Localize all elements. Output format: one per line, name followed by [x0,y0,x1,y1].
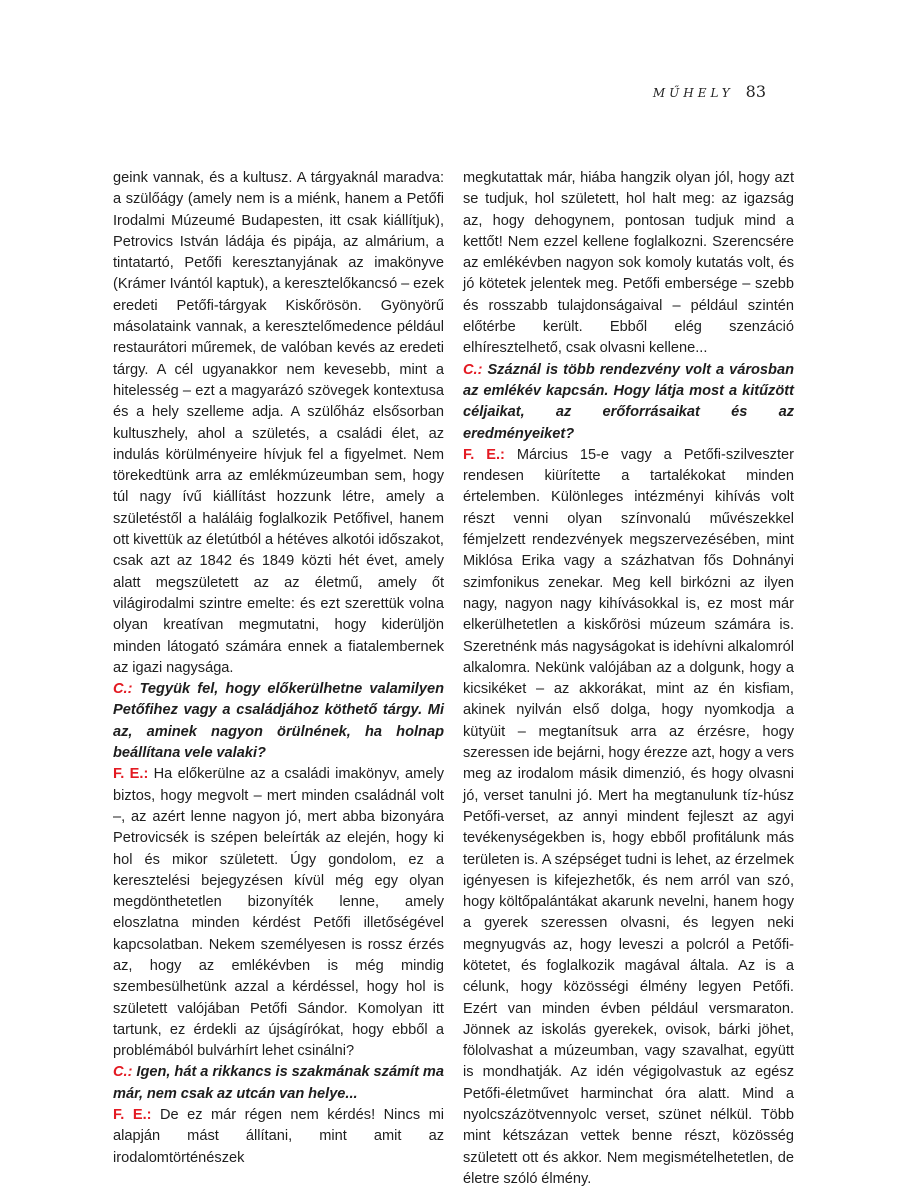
body-paragraph: geink vannak, és a kultusz. A tárgyaknál maradva: a szülőágy (amely nem is a miénk, hanem a Petőfi Irodalmi Múzeumé Budapesten, itt csak kiállítjuk), Petrovics István ládája és pipája, az almárium, a tintatartó, Petőfi keresztanyjának az imakönyve (Krámer Ivántól kaptuk), a keresztelőkancsó – ezek eredeti Petőfi-tárgyak Kiskőrösön. Gyönyörű másolataink vannak, a keresztelőmedence például restaurátori műremek, de valóban kevés az eredeti tárgy. A cél ugyanakkor nem kevesebb, mint a hitelesség – ezt a magyarázó szövegek kontextusa és a hely szelleme adja. A szülőház elsősorban kultuszhely, ahol a születés, a családi élet, az indulás körülményeire hívjuk fel a figyelmet. Nem törekedtünk arra az emlékmúzeumban sem, hogy túl nagy ívű kiállítást hozzunk létre, amely a születéstől a haláláig foglalkozik Petőfivel, hanem ott kivettük az életútból a hétéves alkotói időszakot, csak azt az 1842 és 1849 közti hét évet, amely alatt megszületett az az életmű, amely őt világirodalmi szintre emelte: és ezt szerettük volna olyan kreatívan megmutatni, hogy kiderüljön minden látogató számára ennek a fiatalembernek az igazi nagysága. [113,170,444,676]
speaker-label: F. E.: [113,766,154,783]
speaker-label: F. E.: [113,1107,160,1124]
section-title: MŰHELY [652,86,734,100]
speaker-label: C.: [113,681,140,698]
speaker-label: C.: [463,361,488,378]
body-paragraph: megkutattak már, hiába hangzik olyan jól, hogy azt se tudjuk, hol született, hol halt meg: az igazság az, hogy dehogynem, pontosan tudjuk mind a kettőt! Nem ezzel kellene foglalkozni. Szerencsére az emlékévben nagyon sok komoly kutatás volt, és jó kötetek jelentek meg. Petőfi embersége – szebb és rosszabb tulajdonságaival – például szintén előtérbe került. Ebből elég szenzáció elhíresztelhető, csak olvasni kellene... [463,170,794,357]
interview-question: C.: Igen, hát a rikkancs is szakmának számít ma már, nem csak az utcán van helye... [113,1064,445,1102]
page-number: 83 [745,82,766,101]
two-column-text-block [113,168,794,1190]
interview-answer: F. E.: Március 15-e vagy a Petőfi-szilveszter rendesen kiürítette a tartalékokat minden értelemben. Különleges intézményi kihívás volt részt venni olyan színvonalú művészekkel fémjelzett rendezvények megszervezésében, mint Miklósa Erika vagy a százhatvan fős Dohnányi szimfonikus zenekar. Meg kell birkózni az ilyen nagy, nagyon nagy kihívásokkal is, ez most már elkerülhetetlen a kiskőrösi múzeum számára is. Szeretnénk más nagyságokat is idehívni alkalomról alkalomra. Nekünk valójában az a dolgunk, hogy a kicsikéket – az akkorákat, mint az én kisfiam, akinek nyilván első dolga, hogy nyomkodja a kütyüit – megtanítsuk arra az érzésre, hogy szeressen ide bejárni, hogy érezze azt, hogy a vers meg az irodalom másik dimenzió, és hogy olvasni jó, verset tanulni jó. Mert ha megtanulunk tíz-húsz Petőfi-verset, az annyi mindent fejleszt az agyi tevékenységekben is, hogy ebből profitálunk más területen is. A szépséget tudni is lehet, az érzelmek igényesen is kifejezhetők, és nem arról van szó, hogy költőpalántákat akarunk nevelni, hanem hogy a gyerek szeressen olvasni, és legyen neki megnyugvás az, hogy leveszi a polcról a Petőfi-kötetet, és foglalkozik magával általa. Az is a célunk, hogy közösségi élmény legyen Petőfi. Ezért van minden évben például versmaraton. Jönnek az iskolás gyerekek, ovisok, bárki jöhet, fölolvashat a múzeumban, vagy szavalhat, együtt is mondhatják. Az idén végigolvastuk az egész Petőfi-életművet harminchat óra alatt. Mind a nyolcszázötvennyolc verset, szünet nélkül. Több mint kétszázan vettek benne részt, közösség született ott és akkor. Nem megismételhetetlen, de életre szóló élmény. [463,446,794,1187]
interview-question: C.: Száznál is több rendezvény volt a városban az emlékév kapcsán. Hogy látja most a kitűzött céljaikat, az erőforrásaikat és az eredményeiket? [463,361,794,442]
interview-question: C.: Tegyük fel, hogy előkerülhetne valamilyen Petőfihez vagy a családjához köthető tárgy. Mi az, aminek nagyon örülnének, ha holnap beállítana vele valaki? [113,681,444,762]
interview-answer: F. E.: Ha előkerülne az a családi imakönyv, amely biztos, hogy megvolt – mert minden családnál volt –, az azért lenne nagyon jó, mert abba bizonyára Petrovicsék is szépen beleírták az elején, hogy ki hol és mikor született. Úgy gondolom, ez a keresztelési bejegyzésen kívül még egy olyan megdönthetetlen bizonyíték lenne, amely eloszlatna minden kérdést Petőfi illetőségével kapcsolatban. Nekem személyesen is rossz érzés az, hogy az emlékévben is még mindig szembesülhetünk azzal a kérdéssel, hogy hol is született valójában Petőfi Sándor. Komolyan itt tartunk, ez érdekli az újságírókat, hogy ebből a problémából bulvárhírt lehet csinálni? [113,766,444,1060]
interview-answer: F. E.: De ez már régen nem kérdés! Nincs mi alapján mást állítani, mint amit az irodalomtörténészek [113,1107,444,1166]
speaker-label: C.: [113,1064,137,1081]
running-header [653,82,766,101]
right-column [463,168,794,1190]
speaker-label: F. E.: [463,446,517,463]
left-column [113,168,444,1190]
